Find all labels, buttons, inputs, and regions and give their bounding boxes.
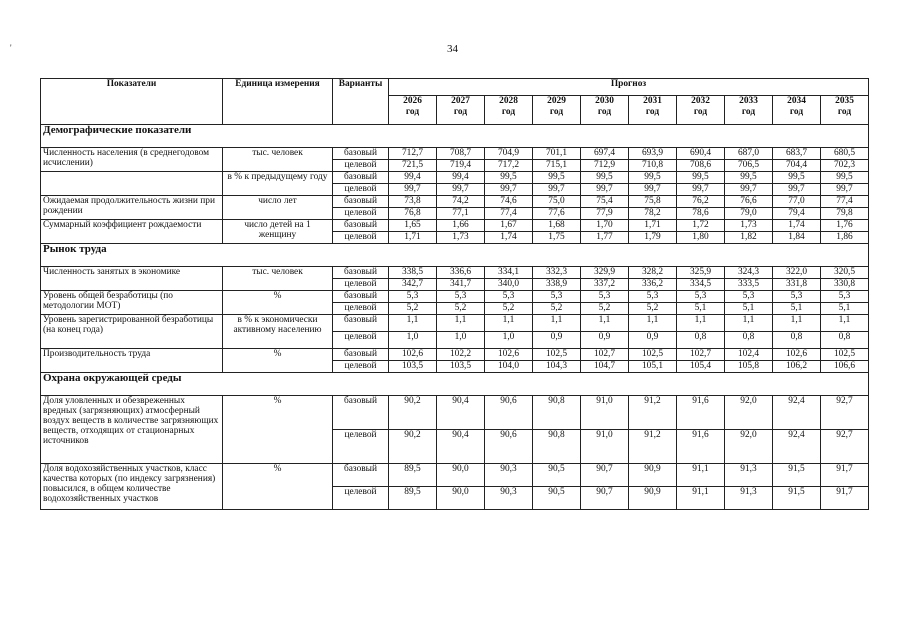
value-cell: 340,0: [485, 279, 533, 291]
header-year-number: 2034: [787, 96, 806, 106]
header-year-number: 2029: [547, 96, 566, 106]
value-cell: 91,0: [581, 396, 629, 430]
table-row: [41, 148, 869, 160]
header-year: [773, 96, 821, 125]
header-year-suffix: год: [837, 107, 852, 117]
unit-cell: число лет: [223, 196, 333, 220]
value-cell: 712,9: [581, 160, 629, 172]
value-cell: 92,7: [821, 396, 869, 430]
variant-cell: целевой: [333, 279, 389, 291]
value-cell: 680,5: [821, 148, 869, 160]
value-cell: 721,5: [389, 160, 437, 172]
value-cell: 102,6: [485, 349, 533, 361]
value-cell: 76,2: [677, 196, 725, 208]
value-cell: 89,5: [389, 487, 437, 510]
value-cell: 92,4: [773, 430, 821, 464]
table-body: [41, 125, 869, 510]
value-cell: 102,4: [725, 349, 773, 361]
value-cell: 706,5: [725, 160, 773, 172]
unit-cell: тыс. человек: [223, 267, 333, 291]
header-year-number: 2035: [835, 96, 854, 106]
value-cell: 90,3: [485, 487, 533, 510]
header-year: [437, 96, 485, 125]
value-cell: 1,72: [677, 220, 725, 232]
value-cell: 710,8: [629, 160, 677, 172]
value-cell: 5,3: [533, 291, 581, 303]
unit-cell: тыс. человек: [223, 148, 333, 172]
value-cell: 342,7: [389, 279, 437, 291]
value-cell: 90,2: [389, 396, 437, 430]
value-cell: 1,66: [437, 220, 485, 232]
header-year-number: 2033: [739, 96, 758, 106]
variant-cell: базовый: [333, 148, 389, 160]
page-number: 34: [447, 43, 458, 55]
value-cell: 1,86: [821, 232, 869, 244]
header-year: [581, 96, 629, 125]
value-cell: 104,7: [581, 361, 629, 373]
value-cell: 103,5: [437, 361, 485, 373]
value-cell: 90,7: [581, 487, 629, 510]
value-cell: 78,2: [629, 208, 677, 220]
value-cell: 5,3: [629, 291, 677, 303]
header-year-suffix: год: [405, 107, 420, 117]
value-cell: 1,84: [773, 232, 821, 244]
value-cell: 0,9: [629, 332, 677, 349]
value-cell: 99,7: [677, 184, 725, 196]
variant-cell: базовый: [333, 315, 389, 332]
value-cell: 79,0: [725, 208, 773, 220]
variant-cell: базовый: [333, 172, 389, 184]
value-cell: 5,2: [581, 303, 629, 315]
value-cell: 0,9: [533, 332, 581, 349]
value-cell: 1,74: [773, 220, 821, 232]
header-year: [725, 96, 773, 125]
value-cell: 1,0: [485, 332, 533, 349]
indicator-name: Доля водохозяйственных участков, класс качества которых (по индексу загрязнения) повысился, в общем количестве водохозяйственных участков: [41, 464, 223, 510]
value-cell: 102,5: [629, 349, 677, 361]
value-cell: 91,2: [629, 396, 677, 430]
value-cell: 5,1: [773, 303, 821, 315]
section-title: Демографические показатели: [41, 125, 869, 148]
table-row: [41, 315, 869, 332]
value-cell: 1,1: [437, 315, 485, 332]
value-cell: 91,6: [677, 396, 725, 430]
value-cell: 90,8: [533, 430, 581, 464]
header-year-number: 2028: [499, 96, 518, 106]
header-year-suffix: год: [789, 107, 804, 117]
header-unit: Единица измерения: [223, 79, 333, 125]
value-cell: 91,5: [773, 464, 821, 487]
variant-cell: целевой: [333, 361, 389, 373]
value-cell: 5,1: [821, 303, 869, 315]
value-cell: 1,71: [389, 232, 437, 244]
header-year-suffix: год: [501, 107, 516, 117]
variant-cell: целевой: [333, 332, 389, 349]
value-cell: 79,4: [773, 208, 821, 220]
variant-cell: целевой: [333, 184, 389, 196]
stray-mark: ': [10, 43, 12, 53]
value-cell: 338,9: [533, 279, 581, 291]
value-cell: 683,7: [773, 148, 821, 160]
value-cell: 1,1: [389, 315, 437, 332]
header-forecast: Прогноз: [389, 79, 869, 96]
value-cell: 102,6: [773, 349, 821, 361]
value-cell: 90,3: [485, 464, 533, 487]
value-cell: 334,1: [485, 267, 533, 279]
value-cell: 75,4: [581, 196, 629, 208]
value-cell: 90,4: [437, 396, 485, 430]
value-cell: 0,8: [725, 332, 773, 349]
value-cell: 5,2: [485, 303, 533, 315]
value-cell: 99,5: [533, 172, 581, 184]
value-cell: 1,82: [725, 232, 773, 244]
value-cell: 334,5: [677, 279, 725, 291]
value-cell: 704,9: [485, 148, 533, 160]
value-cell: 99,7: [485, 184, 533, 196]
value-cell: 78,6: [677, 208, 725, 220]
value-cell: 5,2: [629, 303, 677, 315]
variant-cell: базовый: [333, 267, 389, 279]
value-cell: 77,1: [437, 208, 485, 220]
value-cell: 5,1: [677, 303, 725, 315]
value-cell: 91,6: [677, 430, 725, 464]
value-cell: 1,71: [629, 220, 677, 232]
value-cell: 77,0: [773, 196, 821, 208]
header-year: [821, 96, 869, 125]
unit-cell: в % к экономически активному населению: [223, 315, 333, 349]
value-cell: 336,6: [437, 267, 485, 279]
value-cell: 91,0: [581, 430, 629, 464]
value-cell: 99,7: [437, 184, 485, 196]
value-cell: 102,7: [677, 349, 725, 361]
value-cell: 77,6: [533, 208, 581, 220]
section-title: Рынок труда: [41, 244, 869, 267]
value-cell: 1,1: [821, 315, 869, 332]
value-cell: 99,4: [389, 172, 437, 184]
value-cell: 99,5: [677, 172, 725, 184]
value-cell: 106,2: [773, 361, 821, 373]
header-year-suffix: год: [453, 107, 468, 117]
variant-cell: базовый: [333, 396, 389, 430]
value-cell: 90,9: [629, 487, 677, 510]
value-cell: 103,5: [389, 361, 437, 373]
value-cell: 99,5: [773, 172, 821, 184]
value-cell: 5,3: [725, 291, 773, 303]
value-cell: 99,7: [725, 184, 773, 196]
value-cell: 5,2: [533, 303, 581, 315]
header-year-suffix: год: [549, 107, 564, 117]
value-cell: 1,1: [725, 315, 773, 332]
value-cell: 90,8: [533, 396, 581, 430]
value-cell: 75,0: [533, 196, 581, 208]
table-row: [41, 172, 869, 184]
value-cell: 1,76: [821, 220, 869, 232]
value-cell: 1,1: [485, 315, 533, 332]
variant-cell: целевой: [333, 303, 389, 315]
section-row: [41, 125, 869, 148]
value-cell: 90,6: [485, 430, 533, 464]
variant-cell: базовый: [333, 291, 389, 303]
value-cell: 708,6: [677, 160, 725, 172]
value-cell: 702,3: [821, 160, 869, 172]
value-cell: 90,5: [533, 487, 581, 510]
value-cell: 329,9: [581, 267, 629, 279]
value-cell: 5,3: [485, 291, 533, 303]
value-cell: 1,0: [389, 332, 437, 349]
unit-cell: %: [223, 464, 333, 510]
header-year-number: 2032: [691, 96, 710, 106]
value-cell: 5,3: [773, 291, 821, 303]
table-row: [41, 220, 869, 232]
value-cell: 76,8: [389, 208, 437, 220]
value-cell: 102,6: [389, 349, 437, 361]
value-cell: 0,8: [821, 332, 869, 349]
value-cell: 1,80: [677, 232, 725, 244]
value-cell: 5,3: [389, 291, 437, 303]
value-cell: 92,0: [725, 396, 773, 430]
value-cell: 104,0: [485, 361, 533, 373]
value-cell: 320,5: [821, 267, 869, 279]
value-cell: 99,5: [485, 172, 533, 184]
value-cell: 75,8: [629, 196, 677, 208]
header-year-suffix: год: [645, 107, 660, 117]
value-cell: 1,65: [389, 220, 437, 232]
value-cell: 105,8: [725, 361, 773, 373]
variant-cell: целевой: [333, 430, 389, 464]
table-row: [41, 396, 869, 430]
value-cell: 717,2: [485, 160, 533, 172]
value-cell: 99,5: [821, 172, 869, 184]
value-cell: 102,2: [437, 349, 485, 361]
value-cell: 79,8: [821, 208, 869, 220]
value-cell: 90,2: [389, 430, 437, 464]
value-cell: 99,7: [389, 184, 437, 196]
value-cell: 1,73: [725, 220, 773, 232]
indicator-name: Уровень общей безработицы (по методологии МОТ): [41, 291, 223, 315]
value-cell: 99,7: [533, 184, 581, 196]
value-cell: 77,4: [821, 196, 869, 208]
variant-cell: базовый: [333, 464, 389, 487]
indicator-name: Суммарный коэффициент рождаемости: [41, 220, 223, 244]
variant-cell: базовый: [333, 220, 389, 232]
value-cell: 341,7: [437, 279, 485, 291]
value-cell: 91,5: [773, 487, 821, 510]
value-cell: 90,7: [581, 464, 629, 487]
section-title: Охрана окружающей среды: [41, 373, 869, 396]
value-cell: 5,3: [821, 291, 869, 303]
value-cell: 0,8: [773, 332, 821, 349]
variant-cell: базовый: [333, 196, 389, 208]
value-cell: 0,9: [581, 332, 629, 349]
value-cell: 5,1: [725, 303, 773, 315]
unit-cell: в % к предыдущему году: [223, 172, 333, 196]
value-cell: 324,3: [725, 267, 773, 279]
value-cell: 1,79: [629, 232, 677, 244]
value-cell: 99,7: [821, 184, 869, 196]
value-cell: 102,5: [533, 349, 581, 361]
unit-cell: %: [223, 349, 333, 373]
section-row: [41, 244, 869, 267]
value-cell: 77,4: [485, 208, 533, 220]
unit-cell: число детей на 1 женщину: [223, 220, 333, 244]
table-row: [41, 291, 869, 303]
value-cell: 102,7: [581, 349, 629, 361]
value-cell: 99,5: [581, 172, 629, 184]
value-cell: 90,6: [485, 396, 533, 430]
value-cell: 1,74: [485, 232, 533, 244]
value-cell: 99,7: [581, 184, 629, 196]
value-cell: 0,8: [677, 332, 725, 349]
value-cell: 73,8: [389, 196, 437, 208]
value-cell: 104,3: [533, 361, 581, 373]
value-cell: 1,1: [581, 315, 629, 332]
indicator-name: Численность занятых в экономике: [41, 267, 223, 291]
value-cell: 690,4: [677, 148, 725, 160]
value-cell: 325,9: [677, 267, 725, 279]
header-year-number: 2030: [595, 96, 614, 106]
variant-cell: целевой: [333, 487, 389, 510]
indicator-name: [41, 172, 223, 196]
value-cell: 338,5: [389, 267, 437, 279]
value-cell: 330,8: [821, 279, 869, 291]
indicator-name: Производительность труда: [41, 349, 223, 373]
header-year-number: 2031: [643, 96, 662, 106]
header-year: [533, 96, 581, 125]
table-row: [41, 196, 869, 208]
header-year: [629, 96, 677, 125]
header-year-suffix: год: [741, 107, 756, 117]
value-cell: 91,3: [725, 487, 773, 510]
value-cell: 1,70: [581, 220, 629, 232]
header-row-forecast: [41, 79, 869, 96]
header-year: [485, 96, 533, 125]
value-cell: 1,0: [437, 332, 485, 349]
value-cell: 99,5: [629, 172, 677, 184]
header-year-suffix: год: [693, 107, 708, 117]
value-cell: 90,4: [437, 430, 485, 464]
variant-cell: целевой: [333, 232, 389, 244]
value-cell: 1,1: [533, 315, 581, 332]
value-cell: 687,0: [725, 148, 773, 160]
value-cell: 333,5: [725, 279, 773, 291]
section-row: [41, 373, 869, 396]
value-cell: 90,9: [629, 464, 677, 487]
value-cell: 693,9: [629, 148, 677, 160]
value-cell: 328,2: [629, 267, 677, 279]
variant-cell: базовый: [333, 349, 389, 361]
indicator-name: Доля уловленных и обезвреженных вредных (загрязняющих) атмосферный воздух веществ в количестве загрязняющих веществ, отходящих от стационарных источников: [41, 396, 223, 464]
value-cell: 337,2: [581, 279, 629, 291]
table-row: [41, 349, 869, 361]
value-cell: 1,73: [437, 232, 485, 244]
value-cell: 99,7: [629, 184, 677, 196]
value-cell: 336,2: [629, 279, 677, 291]
value-cell: 704,4: [773, 160, 821, 172]
header-indicators: Показатели: [41, 79, 223, 125]
value-cell: 92,0: [725, 430, 773, 464]
value-cell: 91,2: [629, 430, 677, 464]
table-row: [41, 464, 869, 487]
value-cell: 99,5: [725, 172, 773, 184]
value-cell: 715,1: [533, 160, 581, 172]
header-year: [677, 96, 725, 125]
value-cell: 90,0: [437, 464, 485, 487]
value-cell: 708,7: [437, 148, 485, 160]
forecast-table: [40, 78, 869, 510]
value-cell: 74,6: [485, 196, 533, 208]
value-cell: 92,7: [821, 430, 869, 464]
value-cell: 697,4: [581, 148, 629, 160]
indicator-name: Численность населения (в среднегодовом исчислении): [41, 148, 223, 172]
value-cell: 91,7: [821, 487, 869, 510]
value-cell: 1,77: [581, 232, 629, 244]
value-cell: 5,2: [389, 303, 437, 315]
value-cell: 76,6: [725, 196, 773, 208]
value-cell: 5,3: [581, 291, 629, 303]
unit-cell: %: [223, 396, 333, 464]
value-cell: 331,8: [773, 279, 821, 291]
value-cell: 99,7: [773, 184, 821, 196]
header-variants: Варианты: [333, 79, 389, 125]
value-cell: 102,5: [821, 349, 869, 361]
value-cell: 1,68: [533, 220, 581, 232]
value-cell: 74,2: [437, 196, 485, 208]
value-cell: 105,4: [677, 361, 725, 373]
value-cell: 92,4: [773, 396, 821, 430]
value-cell: 5,2: [437, 303, 485, 315]
value-cell: 1,1: [773, 315, 821, 332]
value-cell: 91,7: [821, 464, 869, 487]
indicator-name: Уровень зарегистрированной безработицы (на конец года): [41, 315, 223, 349]
value-cell: 5,3: [677, 291, 725, 303]
indicator-name: Ожидаемая продолжительность жизни при рождении: [41, 196, 223, 220]
value-cell: 332,3: [533, 267, 581, 279]
value-cell: 99,4: [437, 172, 485, 184]
value-cell: 105,1: [629, 361, 677, 373]
value-cell: 77,9: [581, 208, 629, 220]
value-cell: 1,75: [533, 232, 581, 244]
value-cell: 90,0: [437, 487, 485, 510]
value-cell: 91,1: [677, 464, 725, 487]
header-year-number: 2026: [403, 96, 422, 106]
unit-cell: %: [223, 291, 333, 315]
header-year-number: 2027: [451, 96, 470, 106]
table-row: [41, 267, 869, 279]
variant-cell: целевой: [333, 208, 389, 220]
value-cell: 90,5: [533, 464, 581, 487]
value-cell: 5,3: [437, 291, 485, 303]
header-year-suffix: год: [597, 107, 612, 117]
value-cell: 91,1: [677, 487, 725, 510]
value-cell: 322,0: [773, 267, 821, 279]
value-cell: 719,4: [437, 160, 485, 172]
value-cell: 712,7: [389, 148, 437, 160]
value-cell: 91,3: [725, 464, 773, 487]
variant-cell: целевой: [333, 160, 389, 172]
header-year: [389, 96, 437, 125]
value-cell: 1,1: [677, 315, 725, 332]
value-cell: 1,67: [485, 220, 533, 232]
value-cell: 701,1: [533, 148, 581, 160]
value-cell: 89,5: [389, 464, 437, 487]
value-cell: 1,1: [629, 315, 677, 332]
value-cell: 106,6: [821, 361, 869, 373]
